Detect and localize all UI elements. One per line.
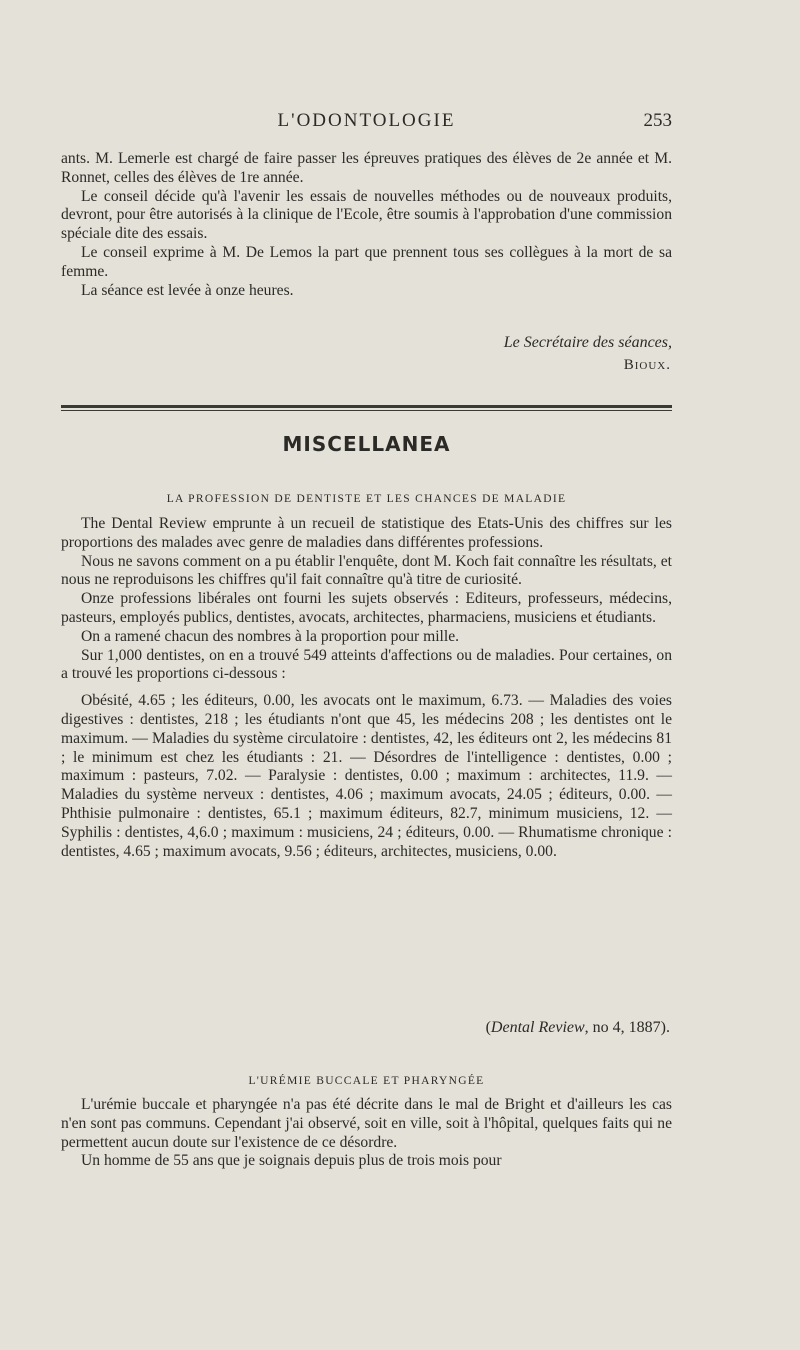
- page-number: 253: [643, 110, 672, 131]
- section-title: MISCELLANEA: [282, 432, 451, 456]
- journal-title: L'ODONTOLOGIE: [277, 110, 456, 131]
- citation-details: , no 4, 1887).: [584, 1019, 670, 1036]
- paragraph: ants. M. Lemerle est chargé de faire passer les épreuves pratiques des élèves de 2e année et M. Ronnet, celles des élèves de 1re année.: [61, 150, 672, 186]
- article-body: [61, 1096, 672, 1171]
- paragraph: Le conseil exprime à M. De Lemos la part que prennent tous ses collègues à la mort de sa femme.: [61, 243, 672, 280]
- paragraph: Onze professions libérales ont fourni les sujets observés : Editeurs, professeurs, médecins, pasteurs, employés publics, dentistes, avocats, architectes, pharmaciens, musiciens et étudiants.: [61, 590, 672, 626]
- article-heading: L'URÉMIE BUCCALE ET PHARYNGÉE: [248, 1075, 485, 1087]
- citation-source: Dental Review: [490, 1019, 585, 1036]
- paragraph: La séance est levée à onze heures.: [81, 281, 294, 299]
- paragraph: L'urémie buccale et pharyngée n'a pas été décrite dans le mal de Bright et d'ailleurs les cas n'en sont pas communs. Cependant j'ai observé, soit en ville, soit à l'hôpital, quelques faits qui ne permettent aucun doute sur l'existence de ce désordre.: [61, 1096, 672, 1151]
- divider-rule: [61, 405, 672, 408]
- paragraph: Le conseil décide qu'à l'avenir les essais de nouvelles méthodes ou de nouveaux produits, devront, pour être autorisés à la clinique de l'Ecole, être soumis à l'approbation d'une commission spéciale dite des essais.: [61, 187, 672, 243]
- paragraph: Un homme de 55 ans que je soignais depuis plus de trois mois pour: [81, 1152, 502, 1170]
- article-body: [61, 515, 672, 861]
- paragraph: On a ramené chacun des nombres à la proportion pour mille.: [81, 627, 460, 645]
- signature-name: Bioux.: [623, 357, 671, 373]
- signature-title: Le Secrétaire des séances,: [503, 334, 672, 351]
- article-heading: LA PROFESSION DE DENTISTE ET LES CHANCES DE MALADIE: [166, 493, 567, 505]
- council-minutes: [61, 150, 672, 300]
- divider-rule-thin: [61, 410, 672, 411]
- running-header: [61, 110, 672, 136]
- paragraph: Obésité, 4.65 ; les éditeurs, 0.00, les avocats ont le maximum, 6.73. — Maladies des voies digestives : dentistes, 218 ; les étudiants n'ont que 45, les médecins 208 ; les dentistes ont le maximum. — Maladies du système circulatoire : dentistes, 42, les éditeurs ont 2, les médecins 81 ; le minimum est chez les étudiants : 21. — Désordres de l'intelligence : dentistes, 0.00 ; maximum : pasteurs, 7.02. — Paralysie : dentistes, 0.00 ; maximum : architectes, 11.9. — Maladies du système nerveux : dentistes, 4.06 ; maximum avocats, 24.05 ; éditeurs, 0.00. — Phthisie pulmonaire : dentistes, 65.1 ; maximum éditeurs, 82.7, minimum musiciens, 12. — Syphilis : dentistes, 4,6.0 ; maximum : musiciens, 24 ; éditeurs, 0.00. — Rhumatisme chronique : dentistes, 4.65 ; maximum avocats, 9.56 ; éditeurs, architectes, musiciens, 0.00.: [61, 692, 672, 860]
- paragraph: The Dental Review emprunte à un recueil de statistique des Etats-Unis des chiffres sur les proportions des malades avec genre de maladies dans différentes professions.: [61, 515, 672, 551]
- paragraph: Sur 1,000 dentistes, on en a trouvé 549 atteints d'affections ou de maladies. Pour certaines, on a trouvé les proportions ci-dessous :: [61, 646, 672, 683]
- citation: (Dental Review, no 4, 1887).: [485, 1019, 670, 1036]
- paragraph: Nous ne savons comment on a pu établir l'enquête, dont M. Koch fait connaître les résultats, et nous ne reproduisons les chiffres qu'il fait connaître qu'à titre de curiosité.: [61, 552, 672, 589]
